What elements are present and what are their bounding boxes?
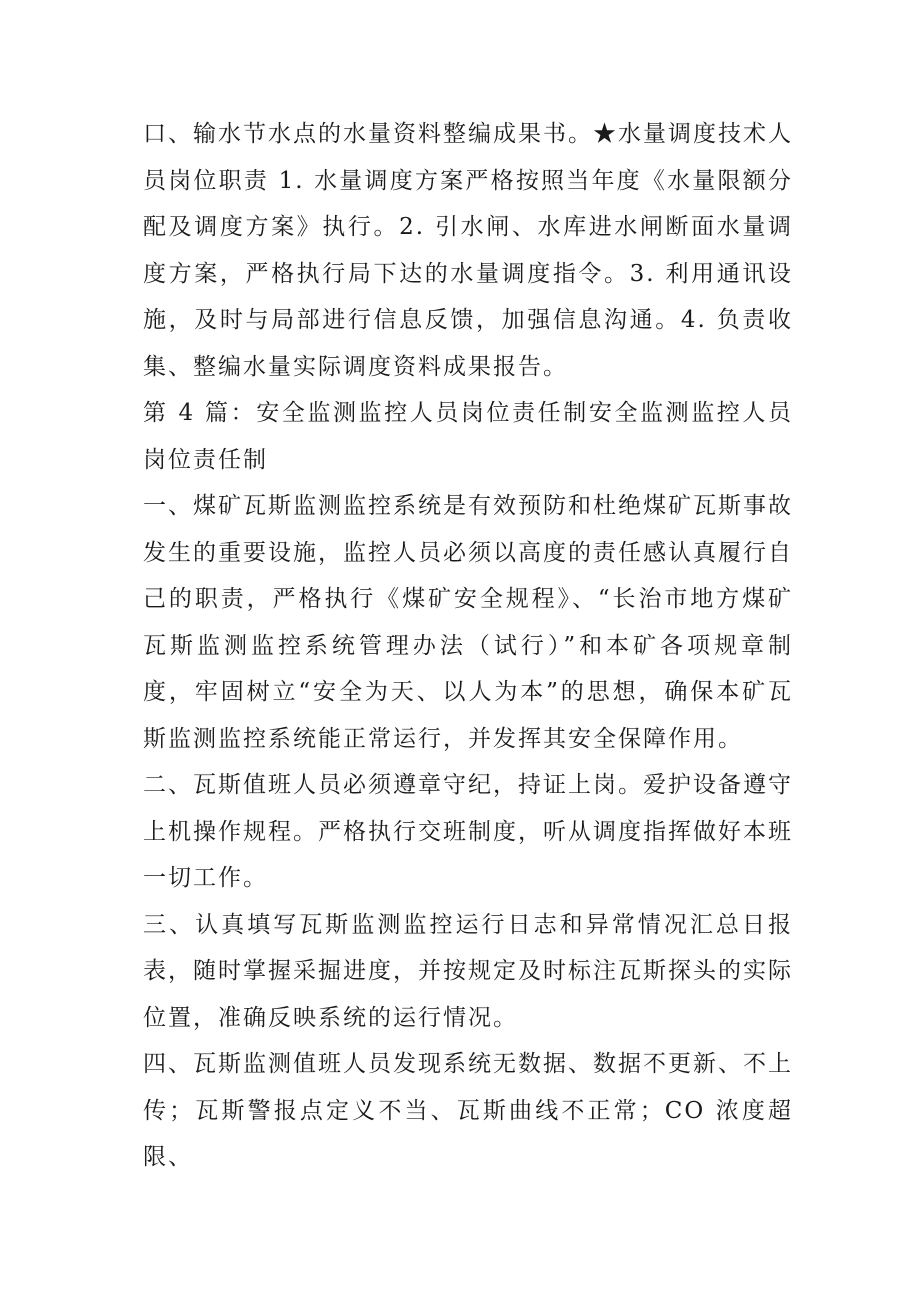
paragraph-water-dispatch: 口、输水节水点的水量资料整编成果书。★水量调度技术人员岗位职责 1. 水量调度方案严格按照当年度《水量限额分配及调度方案》执行。2. 引水闸、水库进水闸断面水量调度方案，严格执行局下达的水量调度指令。3. 利用通讯设施，及时与局部进行信息反馈，加强信息沟通。4. 负责收集、整编水量实际调度资料成果报告。 — [143, 121, 793, 380]
paragraph-item-1: 一、煤矿瓦斯监测监控系统是有效预防和杜绝煤矿瓦斯事故发生的重要设施，监控人员必须以高度的责任感认真履行自己的职责，严格执行《煤矿安全规程》、“长治市地方煤矿瓦斯监测监控系统管理办法（试行）”和本矿各项规章制度，牢固树立“安全为天、以人为本”的思想，确保本矿瓦斯监测监控系统能正常运行，并发挥其安全保障作用。 — [143, 493, 793, 752]
document-body — [143, 111, 793, 1181]
paragraph-item-2: 二、瓦斯值班人员必须遵章守纪，持证上岗。爱护设备遵守上机操作规程。严格执行交班制度，听从调度指挥做好本班一切工作。 — [143, 772, 793, 891]
paragraph-item-3: 三、认真填写瓦斯监测监控运行日志和异常情况汇总日报表，随时掌握采掘进度，并按规定及时标注瓦斯探头的实际位置，准确反映系统的运行情况。 — [143, 911, 793, 1031]
section-heading: 第 4 篇：安全监测监控人员岗位责任制安全监测监控人员岗位责任制 — [143, 400, 793, 473]
paragraph-item-4: 四、瓦斯监测值班人员发现系统无数据、数据不更新、不上传；瓦斯警报点定义不当、瓦斯曲线不正常；CO 浓度超限、 — [143, 1051, 793, 1170]
